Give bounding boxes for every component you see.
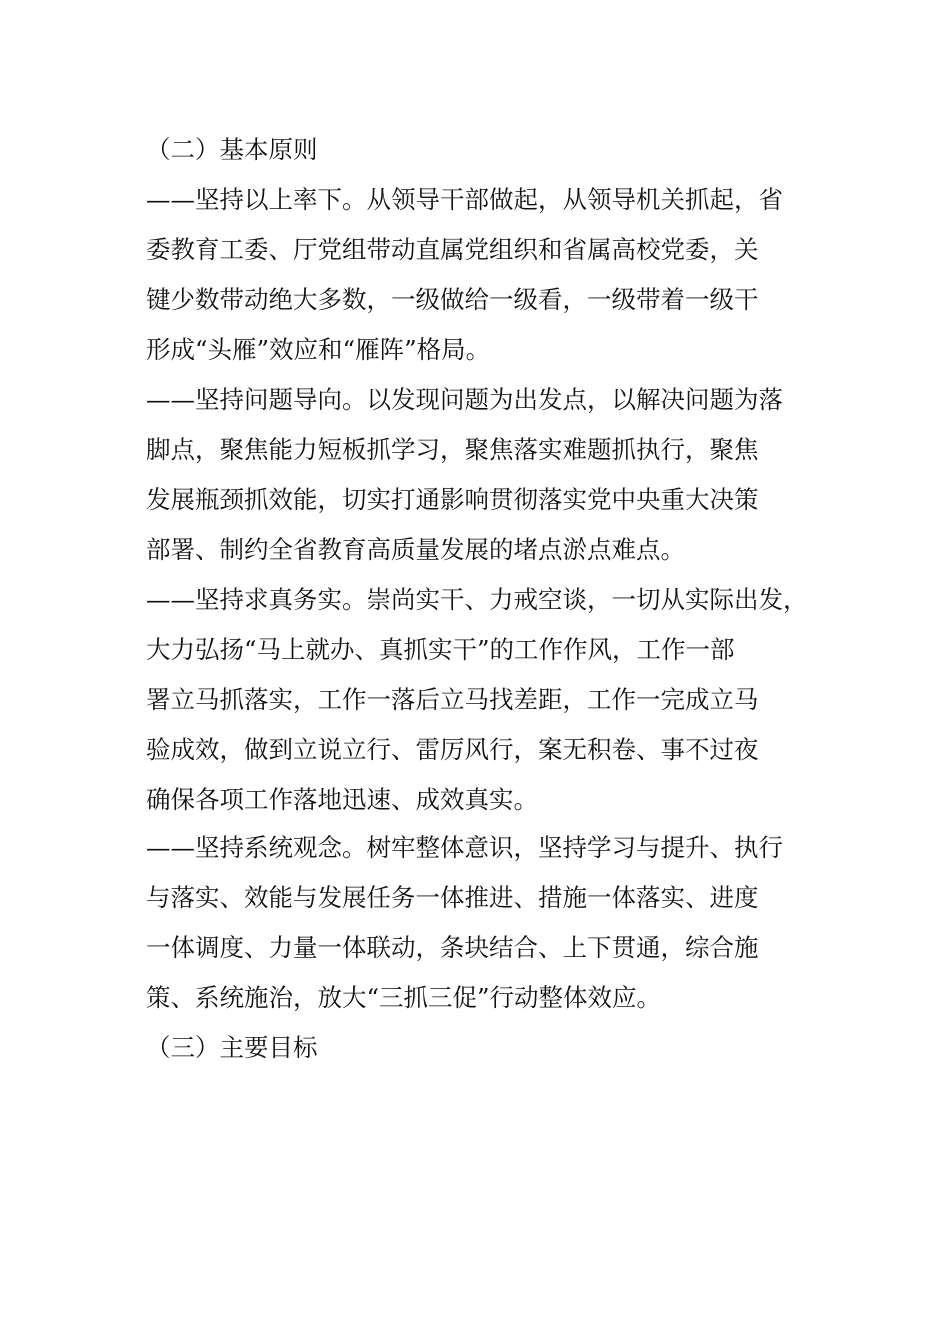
paragraph-line: 形成“头雁”效应和“雁阵”格局。 (146, 335, 491, 364)
paragraph-line: ——坚持系统观念。树牢整体意识，坚持学习与提升、执行 (146, 833, 783, 862)
section-heading-goals: （三）主要目标 (146, 1033, 318, 1062)
paragraph-line: 署立马抓落实，工作一落后立马找差距，工作一完成立马 (146, 685, 759, 714)
paragraph-line: 策、系统施治，放大“三抓三促”行动整体效应。 (146, 983, 662, 1012)
paragraph-line: 确保各项工作落地迅速、成效真实。 (146, 785, 538, 814)
paragraph-line: ——坚持以上率下。从领导干部做起，从领导机关抓起，省 (146, 185, 783, 214)
paragraph-line: 委教育工委、厅党组带动直属党组织和省属高校党委，关 (146, 235, 759, 264)
paragraph-line: ——坚持求真务实。崇尚实干、力戒空谈，一切从实际出发， (146, 585, 808, 614)
paragraph-line: 发展瓶颈抓效能，切实打通影响贯彻落实党中央重大决策 (146, 485, 759, 514)
paragraph-line: 部署、制约全省教育高质量发展的堵点淤点难点。 (146, 535, 685, 564)
paragraph-line: 键少数带动绝大多数，一级做给一级看，一级带着一级干 (146, 285, 759, 314)
paragraph-line: 脚点，聚焦能力短板抓学习，聚焦落实难题抓执行，聚焦 (146, 435, 759, 464)
paragraph-line: 大力弘扬“马上就办、真抓实干”的工作作风，工作一部 (146, 635, 735, 664)
paragraph-line: 验成效，做到立说立行、雷厉风行，案无积卷、事不过夜 (146, 735, 759, 764)
paragraph-line: ——坚持问题导向。以发现问题为出发点，以解决问题为落 (146, 385, 783, 414)
paragraph-line: 与落实、效能与发展任务一体推进、措施一体落实、进度 (146, 883, 759, 912)
section-heading-principles: （二）基本原则 (146, 135, 318, 164)
paragraph-line: 一体调度、力量一体联动，条块结合、上下贯通，综合施 (146, 933, 759, 962)
